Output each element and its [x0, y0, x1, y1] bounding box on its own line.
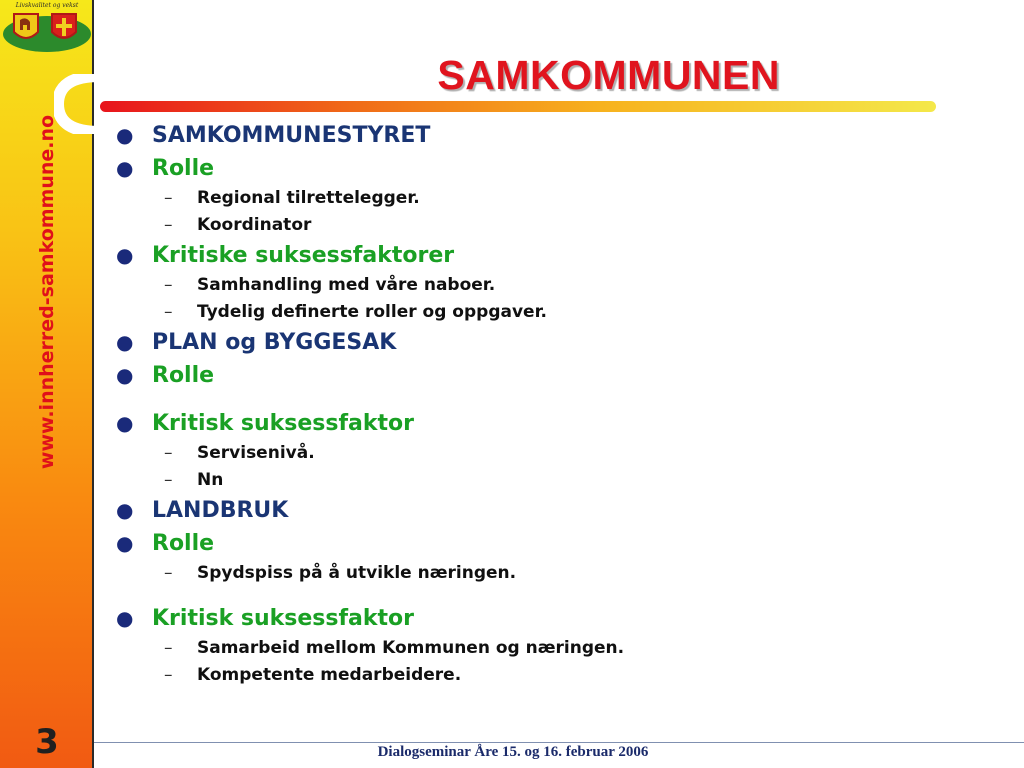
bullet-text: Kritisk suksessfaktor — [152, 411, 415, 436]
bullet-text: Tydelig definerte roller og oppgaver. — [197, 302, 547, 322]
bullet-item — [110, 494, 990, 527]
bullet-list — [110, 119, 990, 689]
sub-bullet-item — [110, 212, 990, 239]
bullet-text: SAMKOMMUNESTYRET — [152, 123, 431, 148]
sub-bullet-item — [110, 299, 990, 326]
bullet-item — [110, 152, 990, 185]
sub-bullet-item — [110, 560, 990, 587]
bullet-text: LANDBRUK — [152, 498, 289, 523]
bullet-dot-icon: ● — [116, 123, 134, 147]
dash-icon: – — [164, 665, 173, 685]
slide-title: SAMKOMMUNEN — [437, 52, 780, 98]
bullet-text: Kritisk suksessfaktor — [152, 606, 415, 631]
list-spacer — [110, 392, 990, 407]
bullet-item — [110, 602, 990, 635]
bullet-text: Rolle — [152, 531, 215, 556]
bullet-dot-icon: ● — [116, 330, 134, 354]
bullet-dot-icon: ● — [116, 363, 134, 387]
bullet-dot-icon: ● — [116, 531, 134, 555]
sub-bullet-item — [110, 662, 990, 689]
bullet-item — [110, 326, 990, 359]
dash-icon: – — [164, 470, 173, 490]
bullet-text: Kompetente medarbeidere. — [197, 665, 462, 685]
dash-icon: – — [164, 188, 173, 208]
dash-icon: – — [164, 638, 173, 658]
bullet-text: Nn — [197, 470, 224, 490]
bullet-text: Rolle — [152, 363, 215, 388]
bullet-text: Samarbeid mellom Kommunen og næringen. — [197, 638, 625, 658]
dash-icon: – — [164, 215, 173, 235]
bullet-item — [110, 527, 990, 560]
bullet-dot-icon: ● — [116, 411, 134, 435]
dash-icon: – — [164, 443, 173, 463]
bullet-item — [110, 239, 990, 272]
bullet-text: Samhandling med våre naboer. — [197, 275, 496, 295]
bullet-text: PLAN og BYGGESAK — [152, 330, 397, 355]
sub-bullet-item — [110, 635, 990, 662]
bullet-item — [110, 359, 990, 392]
sub-bullet-item — [110, 272, 990, 299]
website-url[interactable]: www.innherred-samkommune.no — [36, 114, 58, 470]
sub-bullet-item — [110, 467, 990, 494]
bullet-dot-icon: ● — [116, 498, 134, 522]
sub-bullet-item — [110, 440, 990, 467]
footer-text: Dialogseminar Åre 15. og 16. februar 2006 — [377, 744, 649, 760]
footer-divider — [94, 742, 1024, 743]
bullet-item — [110, 119, 990, 152]
sub-bullet-item — [110, 185, 990, 212]
bullet-text: Rolle — [152, 156, 215, 181]
logo-motto: Livskvalitet og vekst — [15, 2, 79, 9]
bullet-text: Kritiske suksessfaktorer — [152, 243, 455, 268]
bullet-text: Servisenivå. — [197, 443, 315, 463]
list-spacer — [110, 587, 990, 602]
slide-number: 3 — [35, 722, 59, 762]
dash-icon: – — [164, 563, 173, 583]
dash-icon: – — [164, 302, 173, 322]
bullet-text: Regional tilrettelegger. — [197, 188, 420, 208]
dash-icon: – — [164, 275, 173, 295]
bullet-dot-icon: ● — [116, 243, 134, 267]
bullet-dot-icon: ● — [116, 606, 134, 630]
bullet-text: Spydspiss på å utvikle næringen. — [197, 563, 517, 583]
title-underline-bar — [100, 101, 936, 112]
bullet-text: Koordinator — [197, 215, 312, 235]
bullet-item — [110, 407, 990, 440]
bullet-dot-icon: ● — [116, 156, 134, 180]
